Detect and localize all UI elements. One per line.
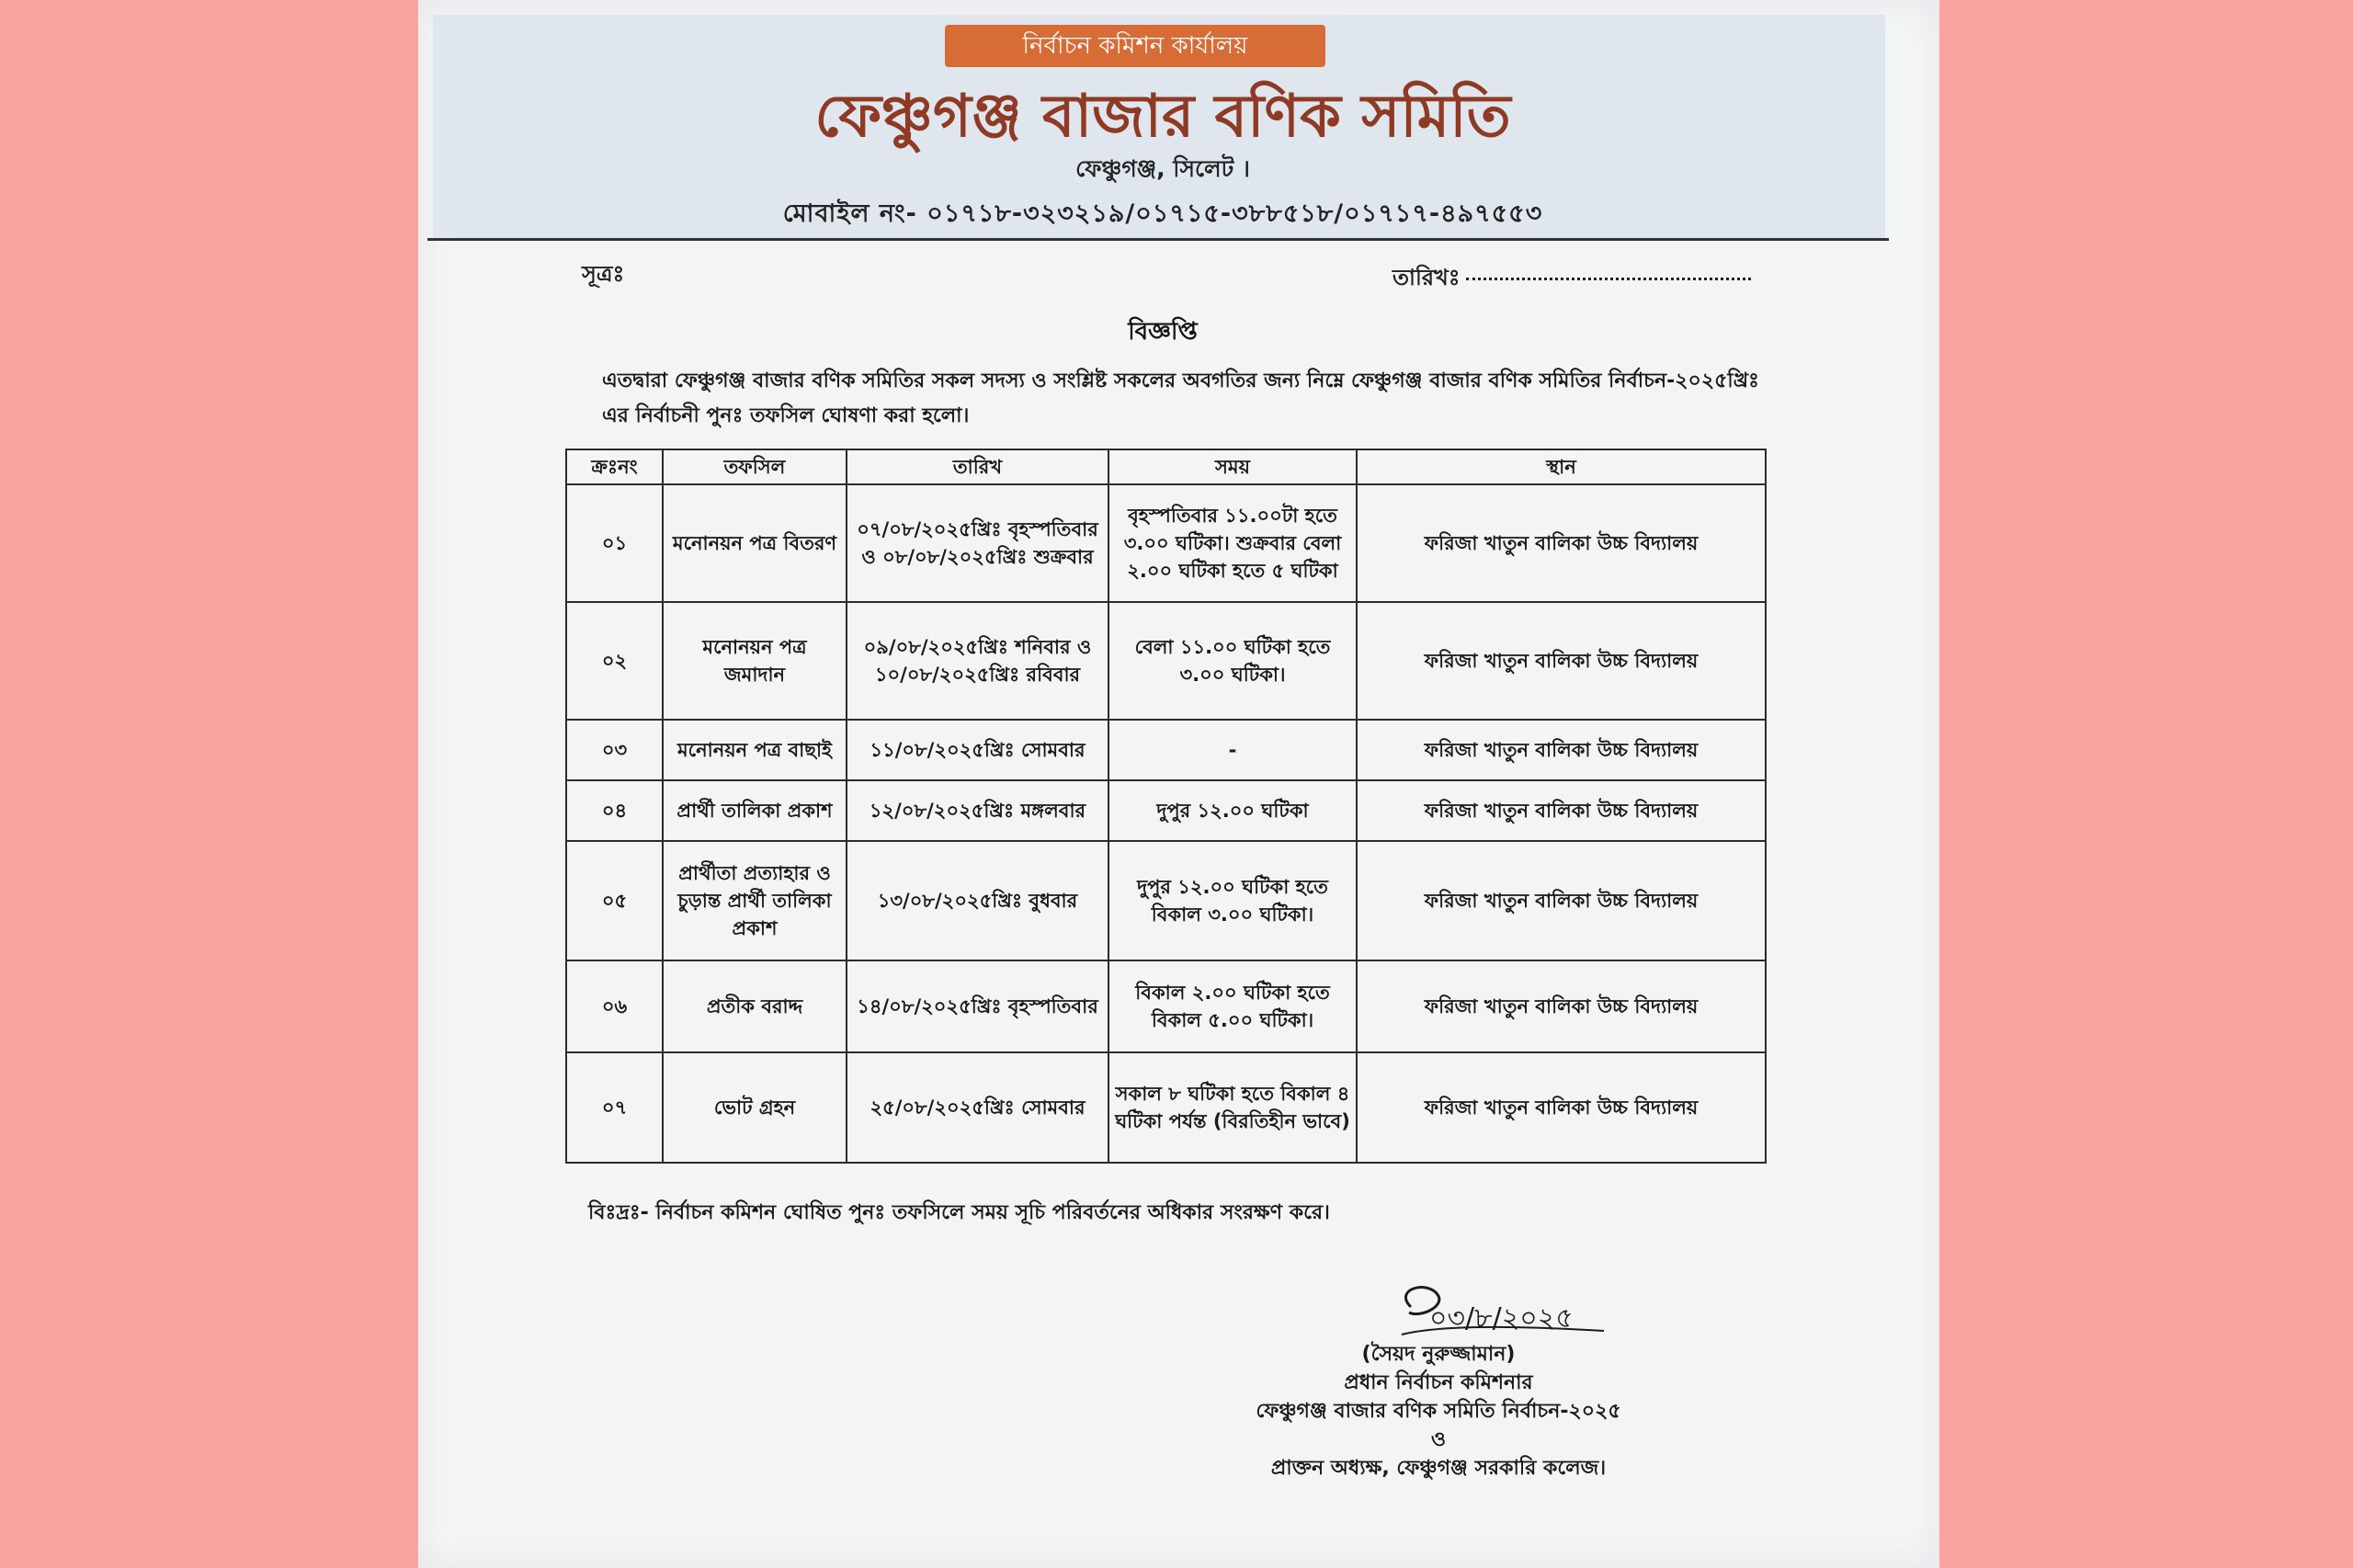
table-row (566, 720, 1766, 780)
cell-serial: ০৬ (566, 960, 663, 1052)
cell-venue: ফরিজা খাতুন বালিকা উচ্চ বিদ্যালয় (1357, 780, 1766, 841)
cell-schedule: প্রার্থীতা প্রত্যাহার ও চুড়ান্ত প্রার্থী তালিকা প্রকাশ (663, 841, 847, 960)
col-serial-header: ক্রঃনং (566, 449, 663, 484)
cell-venue: ফরিজা খাতুন বালিকা উচ্চ বিদ্যালয় (1357, 484, 1766, 602)
cell-serial: ০৭ (566, 1052, 663, 1163)
cell-date: ০৯/০৮/২০২৫খ্রিঃ শনিবার ও ১০/০৮/২০২৫খ্রিঃ রবিবার (847, 602, 1108, 720)
cell-schedule: প্রার্থী তালিকা প্রকাশ (663, 780, 847, 841)
cell-schedule: প্রতীক বরাদ্দ (663, 960, 847, 1052)
cell-serial: ০৪ (566, 780, 663, 841)
cell-date: ১১/০৮/২০২৫খ্রিঃ সোমবার (847, 720, 1108, 780)
signature-mark (1383, 1279, 1622, 1346)
cell-schedule: ভোট গ্রহন (663, 1052, 847, 1163)
col-time-header: সময় (1108, 449, 1357, 484)
cell-venue: ফরিজা খাতুন বালিকা উচ্চ বিদ্যালয় (1357, 960, 1766, 1052)
col-date-header: তারিখ (847, 449, 1108, 484)
cell-serial: ০১ (566, 484, 663, 602)
signatory-conjunction: ও (1430, 1428, 1447, 1451)
signatory-title: প্রধান নির্বাচন কমিশনার (1344, 1371, 1533, 1394)
cell-serial: ০৩ (566, 720, 663, 780)
cell-time: দুপুর ১২.০০ ঘটিকা হতে বিকাল ৩.০০ ঘটিকা। (1108, 841, 1357, 960)
signatory-block (1117, 1340, 1760, 1483)
cell-schedule: মনোনয়ন পত্র বিতরণ (663, 484, 847, 602)
cell-serial: ০৫ (566, 841, 663, 960)
notice-body: এতদ্বারা ফেঞ্চুগঞ্জ বাজার বণিক সমিতির সকল সদস্য ও সংশ্লিষ্ট সকলের অবগতির জন্য নিম্নে ফেঞ্চুগঞ্জ বাজার বণিক সমিতির নির্বাচন-২০২৫খ্রিঃ এর নির্বাচনী পুনঃ তফসিল ঘোষণা করা হলো। (602, 369, 1759, 427)
table-row (566, 602, 1766, 720)
cell-time: সকাল ৮ ঘটিকা হতে বিকাল ৪ ঘটিকা পর্যন্ত (বিরতিহীন ভাবে) (1108, 1052, 1357, 1163)
cell-time: বিকাল ২.০০ ঘটিকা হতে বিকাল ৫.০০ ঘটিকা। (1108, 960, 1357, 1052)
footnote: বিঃদ্রঃ- নির্বাচন কমিশন ঘোষিত পুনঃ তফসিলে সময় সূচি পরিবর্তনের অধিকার সংরক্ষণ করে। (588, 1201, 1330, 1224)
cell-time: - (1108, 720, 1357, 780)
notice-paper (418, 0, 1939, 1568)
col-schedule-header: তফসিল (663, 449, 847, 484)
cell-schedule: মনোনয়ন পত্র বাছাই (663, 720, 847, 780)
election-schedule-table (565, 449, 1767, 1164)
date-label: তারিখঃ (1392, 265, 1461, 290)
col-venue-header: স্থান (1357, 449, 1766, 484)
signature-date: ০৩/৮/২০২৫ (1429, 1302, 1574, 1335)
cell-time: বৃহস্পতিবার ১১.০০টা হতে ৩.০০ ঘটিকা। শুক্রবার বেলা ২.০০ ঘটিকা হতে ৫ ঘটিকা (1108, 484, 1357, 602)
organization-location: ফেঞ্চুগঞ্জ, সিলেট । (1075, 155, 1250, 182)
signatory-former-role: প্রাক্তন অধ্যক্ষ, ফেঞ্চুগঞ্জ সরকারি কলেজ। (1270, 1457, 1607, 1480)
table-row (566, 780, 1766, 841)
cell-venue: ফরিজা খাতুন বালিকা উচ্চ বিদ্যালয় (1357, 841, 1766, 960)
table-row (566, 484, 1766, 602)
cell-time: দুপুর ১২.০০ ঘটিকা (1108, 780, 1357, 841)
cell-venue: ফরিজা খাতুন বালিকা উচ্চ বিদ্যালয় (1357, 720, 1766, 780)
cell-venue: ফরিজা খাতুন বালিকা উচ্চ বিদ্যালয় (1357, 602, 1766, 720)
cell-date: ১৪/০৮/২০২৫খ্রিঃ বৃহস্পতিবার (847, 960, 1108, 1052)
signatory-name: (সৈয়দ নুরুজ্জামান) (1361, 1343, 1516, 1366)
cell-schedule: মনোনয়ন পত্র জমাদান (663, 602, 847, 720)
organization-name: ফেঞ্চুগঞ্জ বাজার বণিক সমিতি (814, 82, 1511, 151)
cell-date: ১২/০৮/২০২৫খ্রিঃ মঙ্গলবার (847, 780, 1108, 841)
cell-serial: ০২ (566, 602, 663, 720)
organization-phone: মোবাইল নং- ০১৭১৮-৩২৩২১৯/০১৭১৫-৩৮৮৫১৮/০১৭১৭-৪৯৭৫৫৩ (782, 199, 1543, 228)
date-blank-line (1466, 278, 1751, 280)
signatory-organization: ফেঞ্চুগঞ্জ বাজার বণিক সমিতি নির্বাচন-২০২৫ (1256, 1400, 1621, 1423)
cell-date: ২৫/০৮/২০২৫খ্রিঃ সোমবার (847, 1052, 1108, 1163)
office-label: নির্বাচন কমিশন কার্যালয় (945, 25, 1325, 67)
cell-time: বেলা ১১.০০ ঘটিকা হতে ৩.০০ ঘটিকা। (1108, 602, 1357, 720)
table-row (566, 1052, 1766, 1163)
notice-heading: বিজ্ঞপ্তি (1128, 318, 1198, 346)
reference-label: সূত্রঃ (582, 261, 625, 287)
table-header-row (566, 449, 1766, 484)
header-divider (427, 238, 1889, 241)
cell-date: ০৭/০৮/২০২৫খ্রিঃ বৃহস্পতিবার ও ০৮/০৮/২০২৫খ্রিঃ শুক্রবার (847, 484, 1108, 602)
table-row (566, 841, 1766, 960)
cell-date: ১৩/০৮/২০২৫খ্রিঃ বুধবার (847, 841, 1108, 960)
cell-venue: ফরিজা খাতুন বালিকা উচ্চ বিদ্যালয় (1357, 1052, 1766, 1163)
table-row (566, 960, 1766, 1052)
